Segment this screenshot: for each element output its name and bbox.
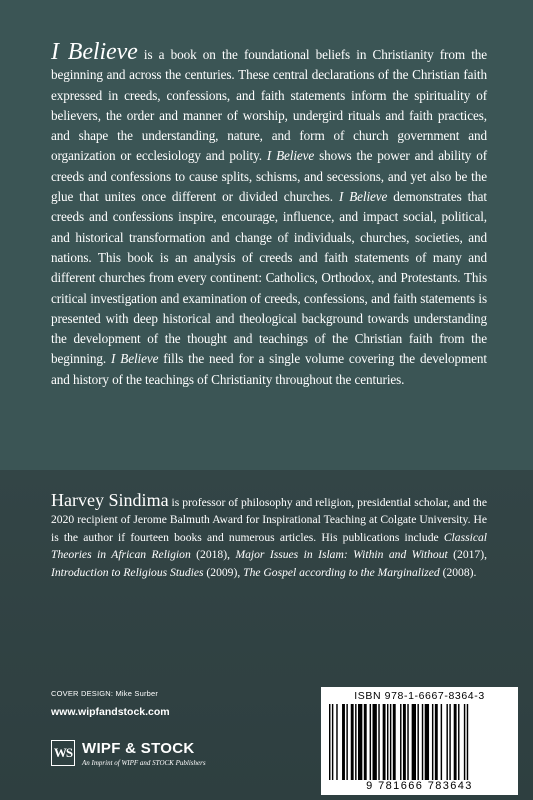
barcode-bar xyxy=(351,704,354,780)
barcode-bar xyxy=(390,704,391,780)
bio-part-4: (2009), xyxy=(203,565,244,579)
barcode-bar xyxy=(417,704,418,780)
barcode-bar xyxy=(393,704,396,780)
barcode-bar xyxy=(342,704,345,780)
barcode-bar xyxy=(432,704,433,780)
isbn-label: ISBN 978-1-6667-8364-3 xyxy=(354,690,485,702)
barcode-bar xyxy=(454,704,457,780)
barcode-bar xyxy=(364,704,367,780)
barcode-bar xyxy=(412,704,416,780)
publisher-tagline: An Imprint of WIPF and STOCK Publishers xyxy=(82,759,206,767)
work-title-1: Classical Theories in African Religion xyxy=(51,530,487,562)
barcode-bar xyxy=(332,704,333,780)
barcode-bar xyxy=(467,704,468,780)
barcode-bar xyxy=(407,704,408,780)
description-part-2: shows the power and ability of creeds and confessions to cause splits, schisms, and secessions, and yet also be the glue that unites once different or divided churches. xyxy=(51,148,488,205)
author-bio xyxy=(51,492,487,581)
publisher-logo xyxy=(51,740,271,770)
barcode-bars xyxy=(329,704,510,780)
description-part-3: demonstrates that creeds and confessions inspire, encourage, influence, and impact social, political, and historical transformation and change of individuals, churches, societies, and nations. This book is an analysis of creeds and faith statements of many and different churches from every continent: Catholics, Orthodox, and Protestants. This critical investigation and examination of creeds, confessions, and faith statements is presented with deep historical and theological background towards understanding the development of the thought and teachings of the Christian faith from the beginning. xyxy=(51,189,487,367)
barcode-bar xyxy=(449,704,450,780)
barcode-bar xyxy=(329,704,330,780)
publisher-name: WIPF & STOCK xyxy=(82,740,195,757)
barcode-bar xyxy=(435,704,438,780)
barcode-bar xyxy=(464,704,465,780)
publisher-mark-icon: WS xyxy=(51,740,75,766)
barcode-bar xyxy=(378,704,379,780)
publisher-website: www.wipfandstock.com xyxy=(51,706,170,718)
barcode-bar xyxy=(425,704,429,780)
description-part-4: fills the need for a single volume covering the development and history of the teachings of Christianity throughout the centuries. xyxy=(51,351,487,387)
barcode-bar xyxy=(403,704,406,780)
book-title-ref-4: I Believe xyxy=(111,351,159,367)
barcode-bar xyxy=(373,704,377,780)
cover-design-credit: COVER DESIGN: Mike Surber xyxy=(51,689,159,698)
work-title-2: Major Issues in Islam: Within and Without xyxy=(235,548,448,562)
barcode-bar xyxy=(346,704,347,780)
isbn-barcode xyxy=(321,687,518,795)
barcode-bar xyxy=(458,704,459,780)
barcode-bar xyxy=(358,704,362,780)
barcode-bar xyxy=(336,704,337,780)
bio-part-3: (2017), xyxy=(447,548,487,562)
barcode-bar xyxy=(387,704,388,780)
work-title-3: Introduction to Religious Studies xyxy=(51,565,204,579)
author-name: Harvey Sindima xyxy=(51,490,169,510)
bio-part-1: is professor of philosophy and religion, presidential scholar, and the 2020 recipient of Jerome Balmuth Award for Inspirational Teaching at Colgate University. He is the author if fourteen books and numerous articles. His publications include xyxy=(51,496,487,544)
barcode-bar xyxy=(355,704,356,780)
barcode-bar xyxy=(422,704,423,780)
work-title-4: The Gospel according to the Marginalized xyxy=(243,565,440,579)
bio-part-5: (2008). xyxy=(439,565,477,579)
book-title-ref-3: I Believe xyxy=(338,189,388,205)
book-title-lead: I Believe xyxy=(51,39,138,65)
barcode-bar xyxy=(441,704,442,780)
book-description xyxy=(51,39,488,390)
barcode-bar xyxy=(383,704,386,780)
description-part-1: is a book on the foundational beliefs in Christianity from the beginning and across the centuries. These central declarations of the Christian faith expressed in creeds, confessions, and faith statements inform the spirituality of believers, the order and manner of worship, undergird rituals and faith practices, and shape the understanding, nature, and form of church government and organization or ecclesiology and polity. xyxy=(51,47,488,164)
book-title-ref-2: I Believe xyxy=(266,148,315,164)
barcode-bar xyxy=(400,704,401,780)
barcode-bar xyxy=(446,704,447,780)
barcode-bar xyxy=(370,704,371,780)
bio-part-2: (2018), xyxy=(190,548,236,562)
barcode-number: 9 781666 783643 xyxy=(366,780,473,792)
